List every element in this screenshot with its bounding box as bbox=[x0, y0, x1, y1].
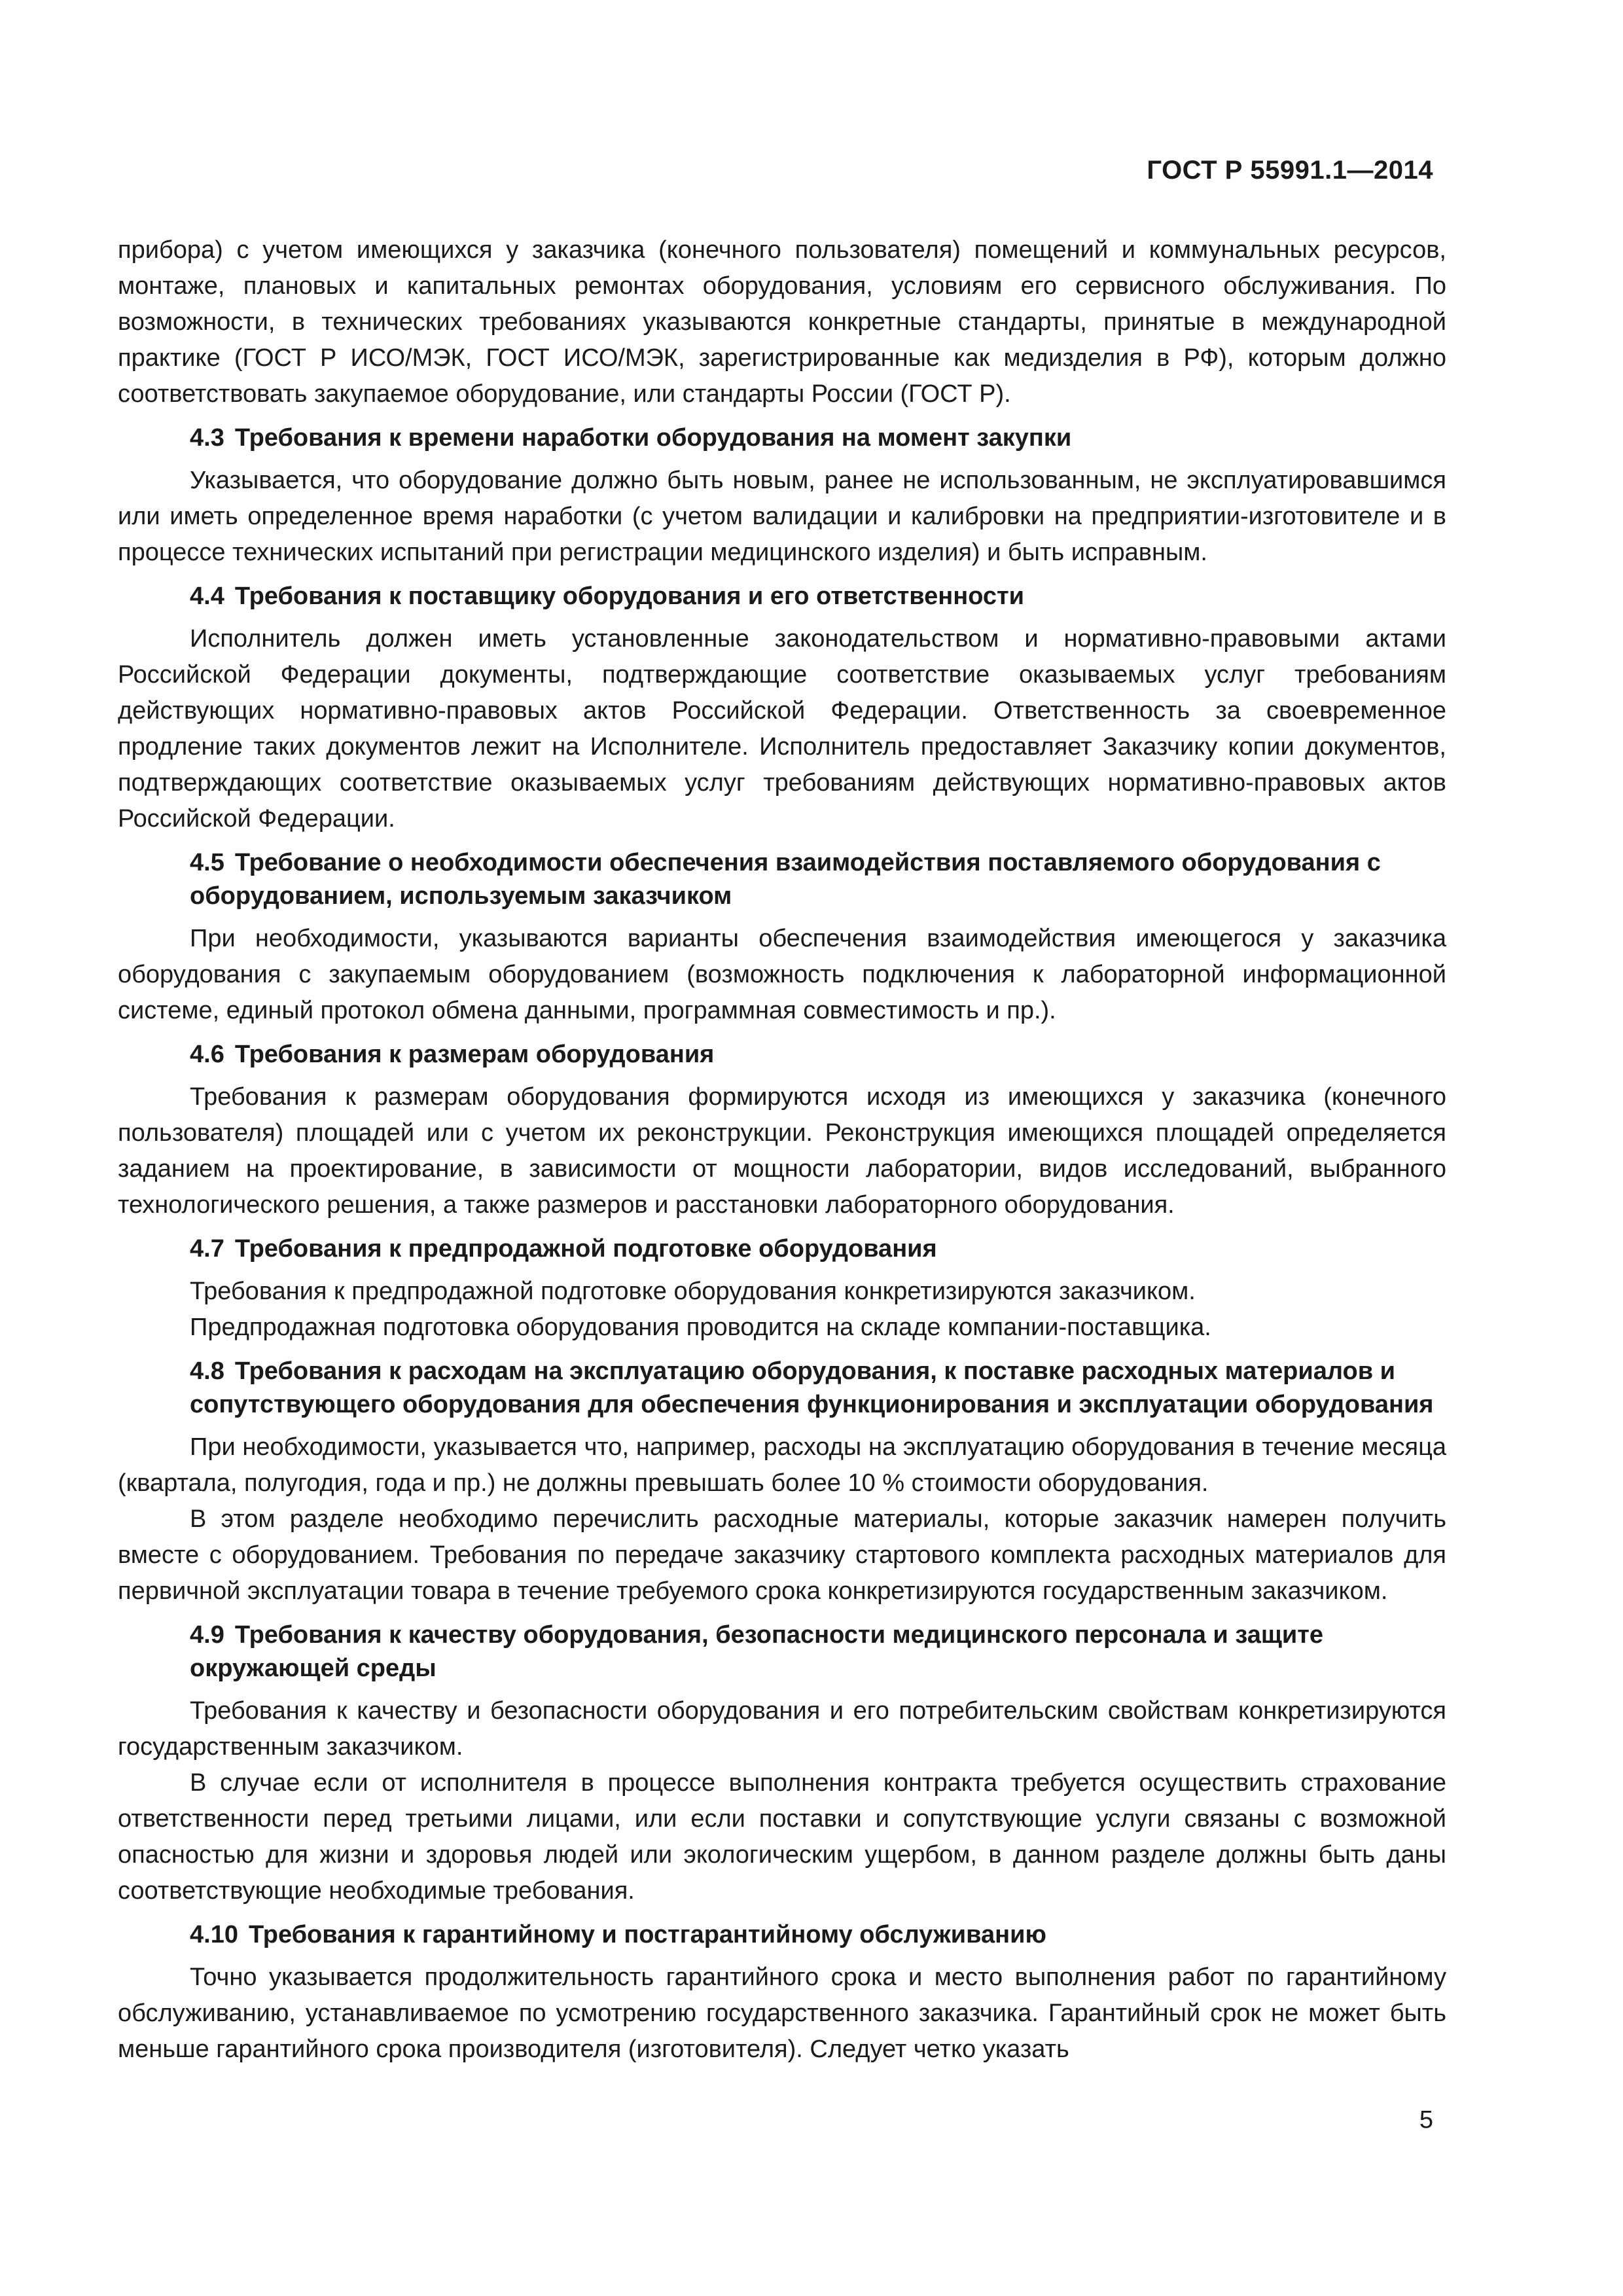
section-number: 4.4 bbox=[190, 583, 224, 610]
section-heading-4-3 bbox=[118, 422, 1446, 455]
section-number: 4.7 bbox=[190, 1235, 224, 1263]
paragraph: В случае если от исполнителя в процессе выполнения контракта требуется осуществить страхование ответственности перед третьими лицами, или если поставки и сопутствующие услуги связаны с возможной опасностью для жизни и здоровья людей или экологическим ущербом, в данном разделе должны быть даны соответствующие необходимые требования. bbox=[118, 1769, 1446, 1905]
paragraph: прибора) с учетом имеющихся у заказчика (конечного пользователя) помещений и коммунальных ресурсов, монтаже, плановых и капитальных ремонтах оборудования, условиям его сервисного обслуживания. По возможности, в технических требованиях указываются конкретные стандарты, принятые в международной практике (ГОСТ Р ИСО/МЭК, ГОСТ ИСО/МЭК, зарегистрированные как медизделия в РФ), которым должно соответствовать закупаемое оборудование, или стандарты России (ГОСТ Р). bbox=[118, 236, 1446, 408]
paragraph: Требования к предпродажной подготовке оборудования конкретизируются заказчиком. bbox=[190, 1278, 1196, 1305]
section-heading-4-5 bbox=[118, 846, 1446, 913]
section-title: Требования к размерам оборудования bbox=[234, 1041, 715, 1068]
section-title: Требования к расходам на эксплуатацию оборудования, к поставке расходных материалов и сопутствующего оборудования для обеспечения функционирования и эксплуатации оборудования bbox=[190, 1357, 1434, 1418]
section-title: Требования к времени наработки оборудования на момент закупки bbox=[234, 424, 1072, 452]
section-number: 4.3 bbox=[190, 424, 224, 452]
paragraph: Точно указывается продолжительность гарантийного срока и место выполнения работ по гарантийному обслуживанию, устанавливаемое по усмотрению государственного заказчика. Гарантийный срок не может быть меньше гарантийного срока производителя (изготовителя). Следует четко указать bbox=[118, 1964, 1446, 2063]
section-number: 4.5 bbox=[190, 849, 224, 876]
paragraph: Исполнитель должен иметь установленные законодательством и нормативно-правовыми актами Российской Федерации документы, подтверждающие соответствие оказываемых услуг требованиям действующих нормативно-правовых актов Российской Федерации. Ответственность за своевременное продление таких документов лежит на Исполнителе. Исполнитель предоставляет Заказчику копии документов, подтверждающих соответствие оказываемых услуг требованиям действующих нормативно-правовых актов Российской Федерации. bbox=[118, 625, 1446, 833]
section-number: 4.8 bbox=[190, 1357, 224, 1385]
paragraph: Требования к качеству и безопасности оборудования и его потребительским свойствам конкретизируются государственным заказчиком. bbox=[118, 1697, 1446, 1761]
section-title: Требования к поставщику оборудования и его ответственности bbox=[234, 583, 1025, 610]
section-title: Требования к предпродажной подготовке оборудования bbox=[234, 1235, 937, 1263]
paragraph: Указывается, что оборудование должно быть новым, ранее не использованным, не эксплуатировавшимся или иметь определенное время наработки (с учетом валидации и калибровки на предприятии-изготовителе и в процессе технических испытаний при регистрации медицинского изделия) и быть исправным. bbox=[118, 467, 1446, 566]
section-heading-4-6 bbox=[118, 1038, 1446, 1071]
paragraph: Предпродажная подготовка оборудования проводится на складе компании-поставщика. bbox=[190, 1314, 1211, 1341]
section-heading-4-9 bbox=[118, 1619, 1446, 1685]
section-number: 4.10 bbox=[190, 1921, 238, 1948]
document-body bbox=[118, 232, 1446, 2068]
paragraph: В этом разделе необходимо перечислить расходные материалы, которые заказчик намерен получить вместе с оборудованием. Требования по передаче заказчику стартового комплекта расходных материалов для первичной эксплуатации товара в течение требуемого срока конкретизируются государственным заказчиком. bbox=[118, 1505, 1446, 1605]
section-number: 4.6 bbox=[190, 1041, 224, 1068]
section-heading-4-10 bbox=[118, 1918, 1446, 1952]
paragraph: Требования к размерам оборудования формируются исходя из имеющихся у заказчика (конечного пользователя) площадей или с учетом их реконструкции. Реконструкция имеющихся площадей определяется заданием на проектирование, в зависимости от мощности лаборатории, видов исследований, выбранного технологического решения, а также размеров и расстановки лабораторного оборудования. bbox=[118, 1083, 1446, 1219]
section-title: Требования к гарантийному и постгарантийному обслуживанию bbox=[248, 1921, 1046, 1948]
paragraph: При необходимости, указываются варианты обеспечения взаимодействия имеющегося у заказчика оборудования с закупаемым оборудованием (возможность подключения к лабораторной информационной системе, единый протокол обмена данными, программная совместимость и пр.). bbox=[118, 925, 1446, 1024]
section-number: 4.9 bbox=[190, 1621, 224, 1649]
section-title: Требование о необходимости обеспечения взаимодействия поставляемого оборудования с оборудованием, используемым заказчиком bbox=[190, 849, 1381, 910]
page-number: 5 bbox=[1419, 2106, 1433, 2134]
section-heading-4-4 bbox=[118, 580, 1446, 613]
section-heading-4-7 bbox=[118, 1232, 1446, 1266]
document-code: ГОСТ Р 55991.1—2014 bbox=[1147, 156, 1433, 185]
paragraph: При необходимости, указывается что, например, расходы на эксплуатацию оборудования в течение месяца (квартала, полугодия, года и пр.) не должны превышать более 10 % стоимости оборудования. bbox=[118, 1433, 1446, 1497]
section-title: Требования к качеству оборудования, безопасности медицинского персонала и защите окружающей среды bbox=[190, 1621, 1324, 1682]
section-heading-4-8 bbox=[118, 1355, 1446, 1422]
